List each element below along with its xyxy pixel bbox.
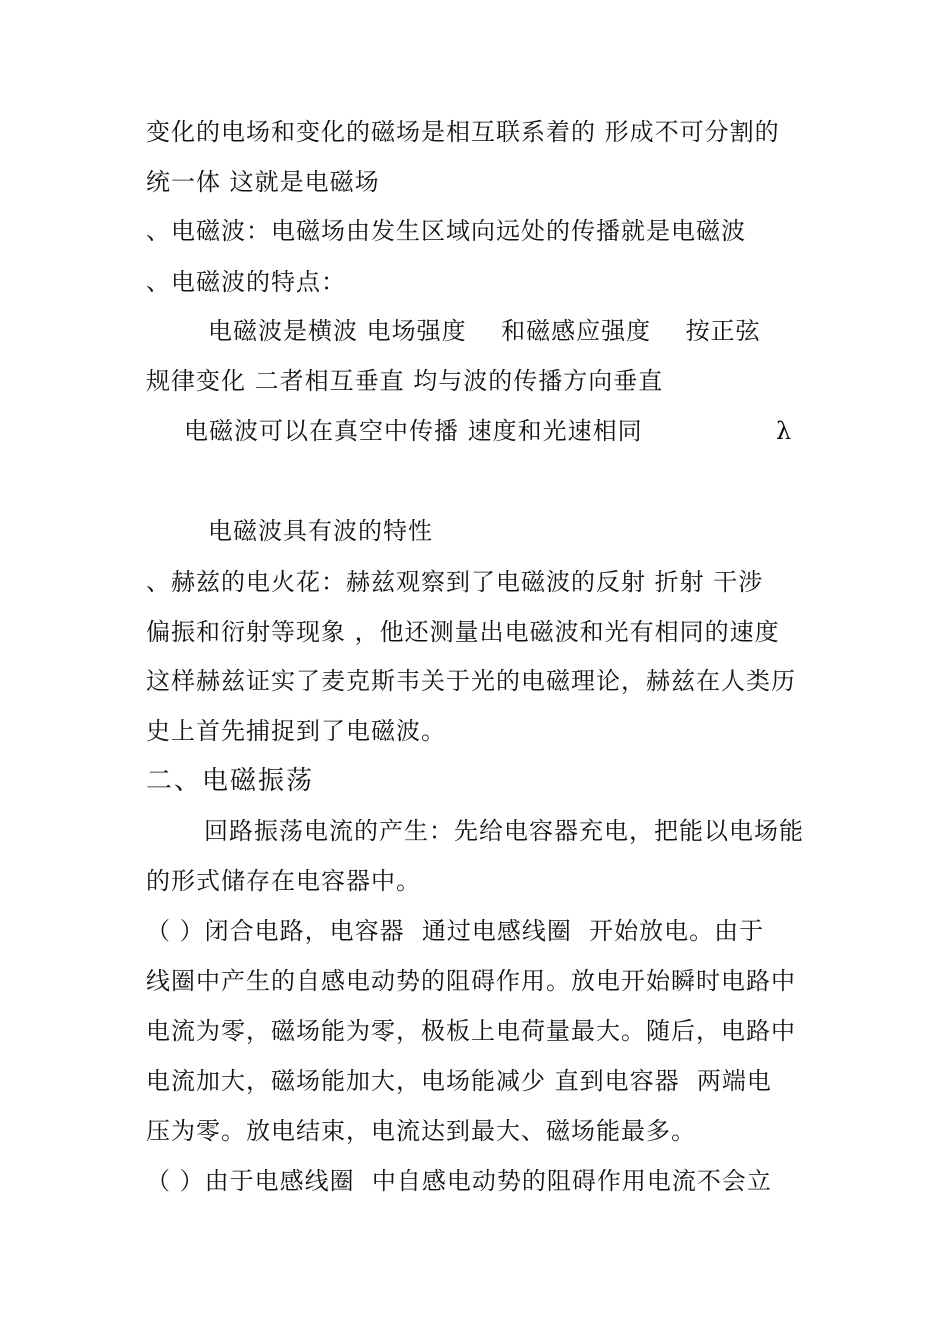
text-line-12: 史上首先捕捉到了电磁波。 [146,717,446,745]
text-line-4: 、电磁波的特点： [146,268,346,296]
text-line-18: 电流加大，磁场能加大，电场能减少 直到电容器 两端电 [146,1067,772,1095]
text-line-19: 压为零。放电结束，电流达到最大、磁场能最多。 [146,1117,696,1145]
text-line-2: 统一体 这就是电磁场 [146,168,380,196]
text-line-17: 电流为零，磁场能为零，极板上电荷量最大。随后，电路中 [146,1017,796,1045]
text-line-5: 电磁波是横波 电场强度 和磁感应强度 按正弦 [208,317,761,345]
text-line-8: 电磁波具有波的特性 [208,517,433,545]
text-line-13: 回路振荡电流的产生：先给电容器充电，把能以电场能 [204,817,804,845]
lambda-symbol: λ [776,417,793,445]
text-line-10: 偏振和衍射等现象 ，他还测量出电磁波和光有相同的速度 [146,618,780,646]
text-line-16: 线圈中产生的自感电动势的阻碍作用。放电开始瞬时电路中 [146,967,796,995]
text-line-6: 规律变化 二者相互垂直 均与波的传播方向垂直 [146,367,664,395]
text-line-3: 、电磁波：电磁场由发生区域向远处的传播就是电磁波 [146,217,746,245]
text-line-15: （ ）闭合电路，电容器 通过电感线圈 开始放电。由于 [146,917,765,945]
text-line-1: 变化的电场和变化的磁场是相互联系着的 形成不可分割的 [146,118,780,146]
text-line-20: （ ）由于电感线圈 中自感电动势的阻碍作用电流不会立 [146,1167,772,1195]
text-line-9: 、赫兹的电火花：赫兹观察到了电磁波的反射 折射 干涉 [146,568,764,596]
text-line-7: 电磁波可以在真空中传播 速度和光速相同 [184,417,643,445]
section-heading: 二、电磁振荡 [146,766,315,796]
text-line-14: 的形式储存在电容器中。 [146,867,421,895]
text-line-11: 这样赫兹证实了麦克斯韦关于光的电磁理论，赫兹在人类历 [146,667,796,695]
